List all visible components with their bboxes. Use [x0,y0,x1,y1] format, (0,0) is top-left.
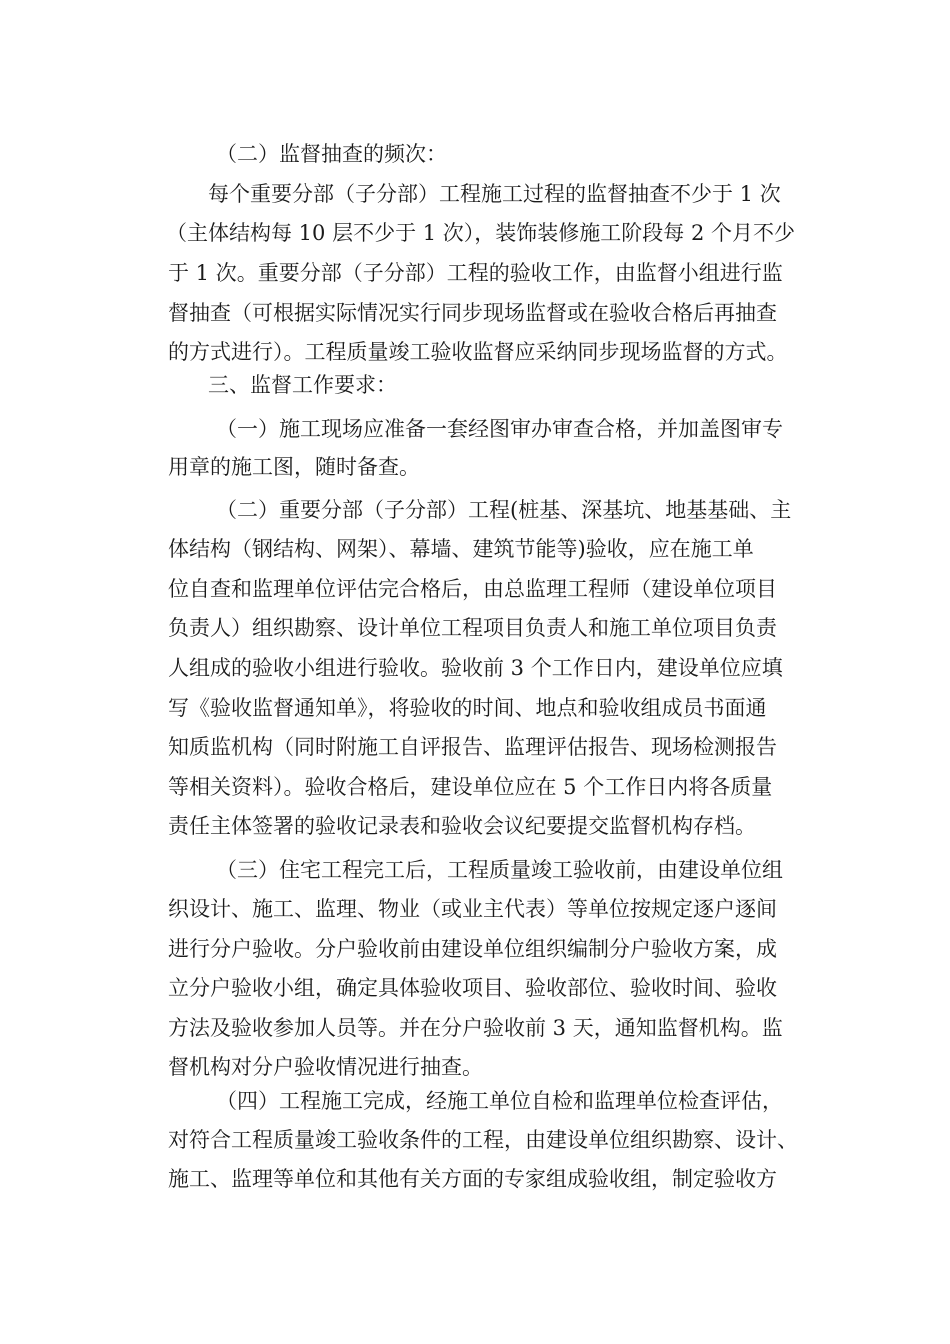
paragraph-line: （三）住宅工程完工后，工程质量竣工验收前，由建设单位组 [216,858,783,882]
paragraph-line: 每个重要分部（子分部）工程施工过程的监督抽查不少于 1 次 [208,182,781,206]
paragraph-line: （四）工程施工完成，经施工单位自检和监理单位检查评估， [216,1089,783,1113]
paragraph-line: 位自查和监理单位评估完合格后，由总监理工程师（建设单位项目 [168,577,777,601]
paragraph-line: 施工、监理等单位和其他有关方面的专家组成验收组，制定验收方 [168,1167,777,1191]
paragraph-line: 进行分户验收。分户验收前由建设单位组织编制分户验收方案，成 [168,937,777,961]
paragraph-line: 写《验收监督通知单》，将验收的时间、地点和验收组成员书面通 [168,696,767,720]
paragraph-line: 立分户验收小组，确定具体验收项目、验收部位、验收时间、验收 [168,976,777,1000]
paragraph-line: 于 1 次。重要分部（子分部）工程的验收工作，由监督小组进行监 [168,261,783,285]
paragraph-line: 督抽查（可根据实际情况实行同步现场监督或在验收合格后再抽查 [168,301,777,325]
paragraph-line: 督机构对分户验收情况进行抽查。 [168,1055,483,1079]
paragraph-line: 织设计、施工、监理、物业（或业主代表）等单位按规定逐户逐间 [168,897,777,921]
paragraph-line: （主体结构每 10 层不少于 1 次），装饰装修施工阶段每 2 个月不少 [166,221,795,245]
paragraph-line: 的方式进行）。工程质量竣工验收监督应采纳同步现场监督的方式。 [168,340,788,364]
paragraph-line: 等相关资料）。验收合格后，建设单位应在 5 个工作日内将各质量 [168,775,773,799]
paragraph-line: （二）重要分部（子分部）工程(桩基、深基坑、地基基础、主 [216,498,792,522]
paragraph-line: 用章的施工图，随时备查。 [168,455,420,479]
paragraph-line: 负责人）组织勘察、设计单位工程项目负责人和施工单位项目负责 [168,616,777,640]
paragraph-line: 知质监机构（同时附施工自评报告、监理评估报告、现场检测报告 [168,735,777,759]
paragraph-line: 责任主体签署的验收记录表和验收会议纪要提交监督机构存档。 [168,814,756,838]
paragraph-line: 人组成的验收小组进行验收。验收前 3 个工作日内，建设单位应填 [168,656,783,680]
section-heading: （二）监督抽查的频次： [216,142,447,166]
paragraph-line: 方法及验收参加人员等。并在分户验收前 3 天，通知监督机构。监 [168,1016,783,1040]
section-heading: 三、监督工作要求： [208,373,397,397]
paragraph-line: （一）施工现场应准备一套经图审办审查合格，并加盖图审专 [216,417,783,441]
paragraph-line: 体结构（钢结构、网架）、幕墙、建筑节能等)验收，应在施工单 [168,537,754,561]
paragraph-line: 对符合工程质量竣工验收条件的工程，由建设单位组织勘察、设计、 [168,1128,798,1152]
